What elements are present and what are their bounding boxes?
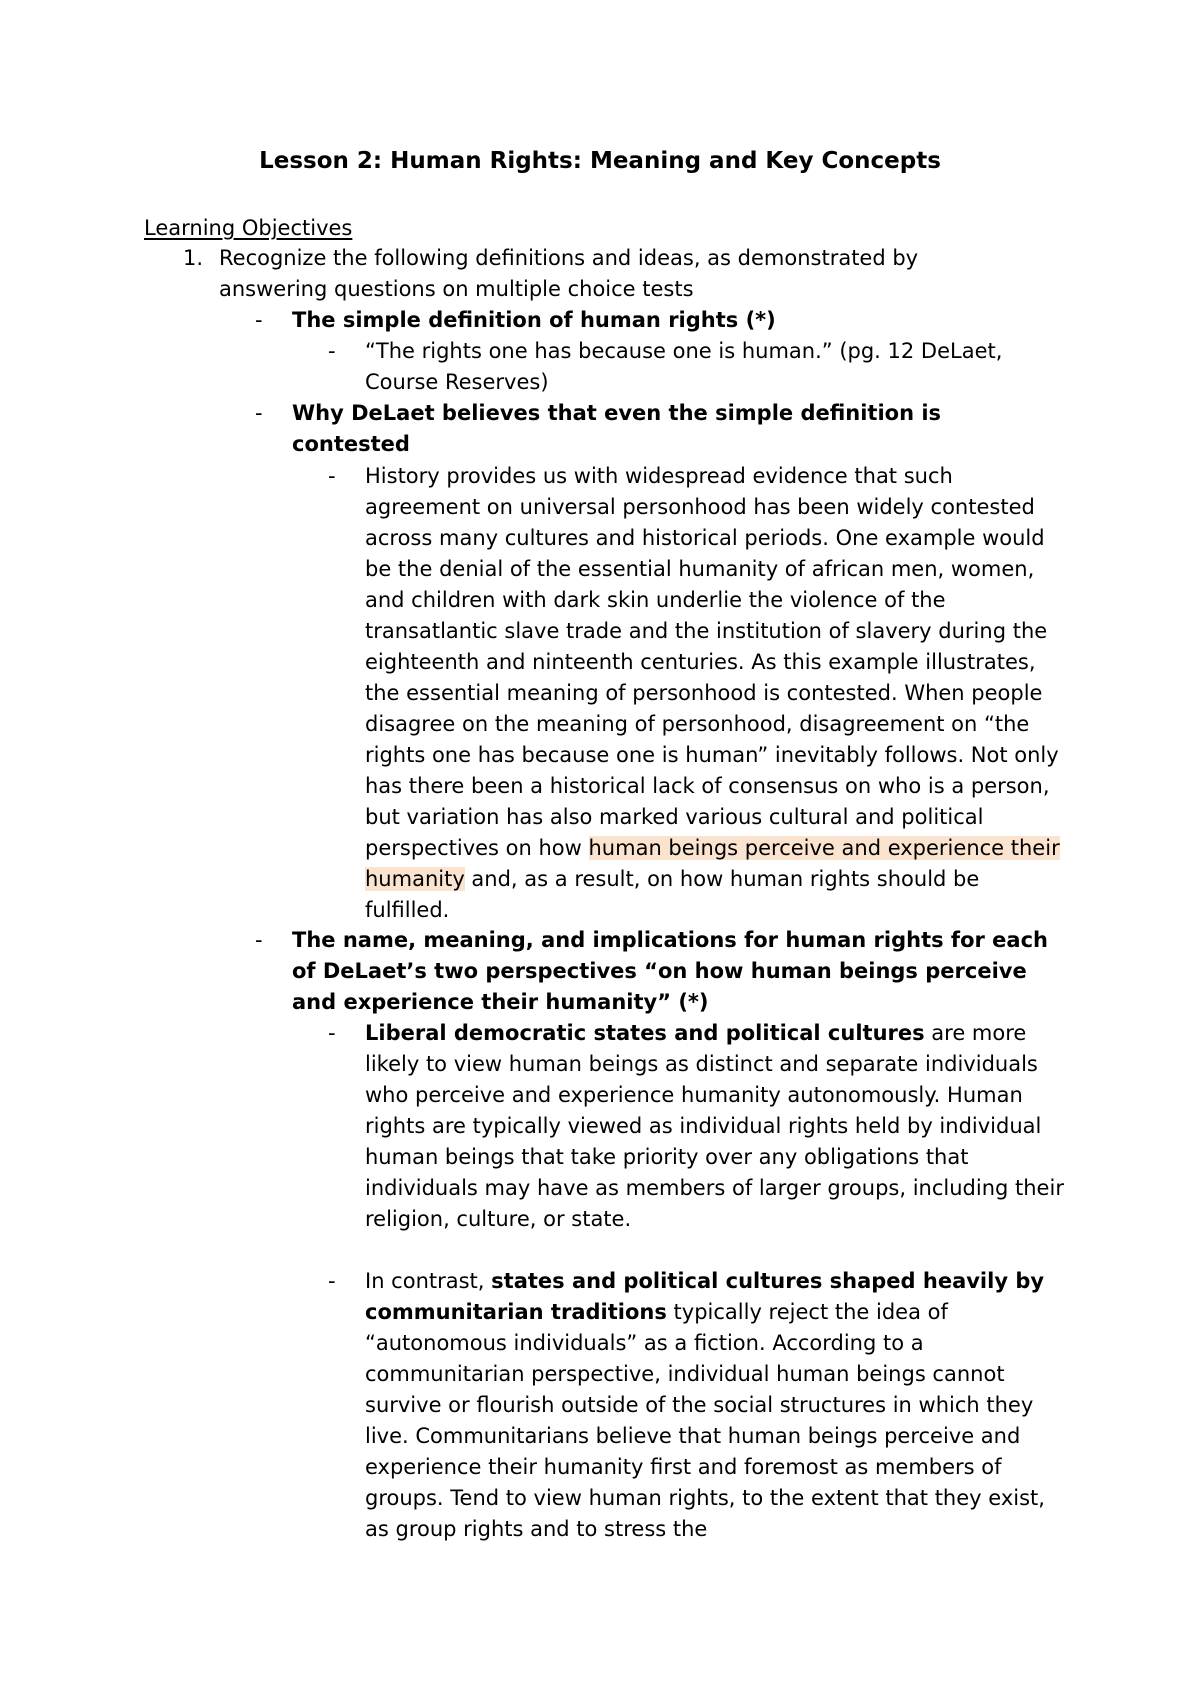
- liberal-perspective-text: are more likely to view human beings as distinct and separate individuals who perceive and experience humanity autonomously. Human rights are typically viewed as individual rights held by individual human beings that take priority over any obligations that individuals may have as members of larger groups, including their religion, culture, or state.: [365, 1021, 1064, 1231]
- dash-bullet: -: [255, 928, 263, 952]
- contested-body-text-end: and, as a result, on how human rights should be fulfilled.: [365, 867, 980, 922]
- dash-bullet: -: [328, 339, 336, 363]
- simple-definition-heading: The simple definition of human rights (*): [292, 308, 776, 332]
- dash-bullet: -: [255, 308, 263, 332]
- dash-bullet: -: [328, 464, 336, 488]
- contested-body: [365, 461, 1065, 926]
- perspectives-heading: The name, meaning, and implications for human rights for each of DeLaet’s two perspectives “on how human beings perceive and experience their humanity” (*): [292, 928, 1048, 1014]
- communitarian-perspective: [365, 1266, 1065, 1545]
- liberal-perspective-term: Liberal democratic states and political cultures: [365, 1021, 925, 1045]
- page-title: Lesson 2: Human Rights: Meaning and Key Concepts: [259, 148, 941, 174]
- highlighted-phrase: human beings perceive and experience their humanity: [365, 836, 1060, 891]
- communitarian-perspective-text: typically reject the idea of “autonomous individuals” as a fiction. According to a communitarian perspective, individual human beings cannot survive or flourish outside of the social structures in which they live. Communitarians believe that human beings perceive and experience their humanity first and foremost as members of groups. Tend to view human rights, to the extent that they exist, as group rights and to stress the: [365, 1300, 1045, 1541]
- communitarian-perspective-term: states and political cultures shaped heavily by communitarian traditions: [365, 1269, 1045, 1324]
- contested-heading: Why DeLaet believes that even the simple definition is contested: [292, 401, 942, 456]
- learning-objectives-heading: Learning Objectives: [144, 216, 353, 240]
- list-item-text: Recognize the following definitions and ideas, as demonstrated by answering questions on multiple choice tests: [219, 246, 919, 301]
- communitarian-lead: In contrast,: [365, 1269, 492, 1293]
- contested-body-text: History provides us with widespread evidence that such agreement on universal personhood has been widely contested across many cultures and historical periods. One example would be the denial of the essential humanity of african men, women, and children with dark skin underlie the violence of the transatlantic slave trade and the institution of slavery during the eighteenth and ninteenth centuries. As this example illustrates, the essential meaning of personhood is contested. When people disagree on the meaning of personhood, disagreement on “the rights one has because one is human” inevitably follows. Not only has there been a historical lack of consensus on who is a person, but variation has also marked various cultural and political perspectives on how: [365, 464, 1059, 860]
- simple-definition-quote: “The rights one has because one is human.” (pg. 12 DeLaet, Course Reserves): [365, 339, 1003, 394]
- dash-bullet: -: [328, 1269, 336, 1293]
- dash-bullet: -: [255, 401, 263, 425]
- liberal-perspective: [365, 1018, 1065, 1235]
- dash-bullet: -: [328, 1021, 336, 1045]
- list-number: 1.: [183, 246, 204, 270]
